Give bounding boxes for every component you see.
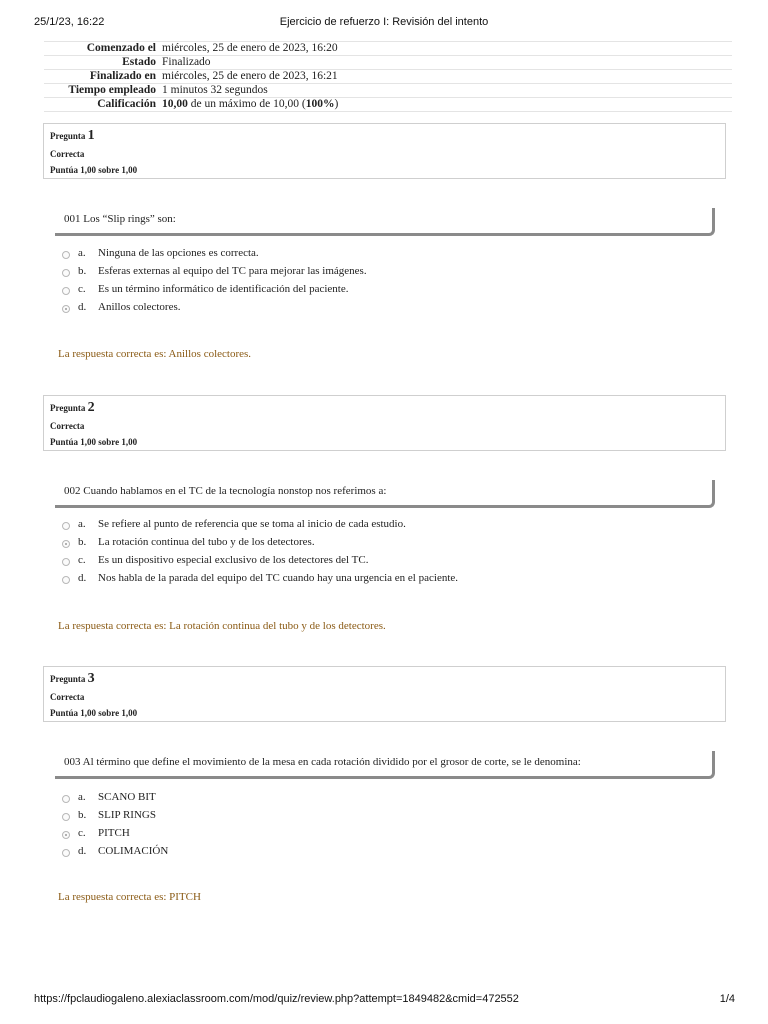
option-text: Es un dispositivo especial exclusivo de los detectores del TC. <box>98 554 369 566</box>
summary-value: miércoles, 25 de enero de 2023, 16:20 <box>162 42 338 54</box>
summary-row <box>44 56 732 70</box>
option-text: COLIMACIÓN <box>98 845 169 857</box>
question-text-box-1 <box>55 208 715 236</box>
radio-button[interactable] <box>62 795 70 803</box>
page-url: https://fpclaudiogaleno.alexiaclassroom.com/mod/quiz/review.php?attempt=1849482&cmid=472552 <box>34 993 519 1005</box>
summary-row <box>44 42 732 56</box>
summary-label: Tiempo empleado <box>68 84 156 96</box>
right-answer-feedback: La respuesta correcta es: La rotación continua del tubo y de los detectores. <box>58 620 386 632</box>
question-grade: Puntúa 1,00 sobre 1,00 <box>50 708 138 718</box>
question-number-value: 3 <box>87 671 95 686</box>
radio-button-selected[interactable] <box>62 305 70 313</box>
question-label: Pregunta <box>50 674 86 684</box>
radio-button[interactable] <box>62 269 70 277</box>
question-info-2 <box>43 395 726 451</box>
question-text-box-2 <box>55 480 715 508</box>
summary-row <box>44 98 732 112</box>
right-answer-feedback: La respuesta correcta es: PITCH <box>58 891 201 903</box>
grade-max: de un máximo de 10,00 ( <box>187 98 306 110</box>
radio-button[interactable] <box>62 522 70 530</box>
radio-button[interactable] <box>62 849 70 857</box>
radio-button-selected[interactable] <box>62 831 70 839</box>
question-grade: Puntúa 1,00 sobre 1,00 <box>50 437 138 447</box>
attempt-summary-table <box>44 41 732 112</box>
option-letter: c. <box>78 554 86 566</box>
option-letter: c. <box>78 283 86 295</box>
grade-score: 10,00 <box>162 98 188 110</box>
radio-button[interactable] <box>62 287 70 295</box>
option-text: Nos habla de la parada del equipo del TC cuando hay una urgencia en el paciente. <box>98 572 459 584</box>
option-text: Es un término informático de identificación del paciente. <box>98 283 349 295</box>
radio-button[interactable] <box>62 251 70 259</box>
question-info-1 <box>43 123 726 179</box>
option-text: Esferas externas al equipo del TC para mejorar las imágenes. <box>98 265 367 277</box>
grade-percent: 100% <box>305 98 335 110</box>
option-letter: a. <box>78 791 86 803</box>
print-header <box>0 13 768 33</box>
summary-row <box>44 70 732 84</box>
summary-value: Finalizado <box>162 56 211 68</box>
option-text: Ninguna de las opciones es correcta. <box>98 247 259 259</box>
question-text: 003 Al término que define el movimiento de la mesa en cada rotación dividido por el grosor de corte, se le denomina: <box>64 756 581 768</box>
summary-label: Calificación <box>97 98 156 110</box>
option-letter: b. <box>78 536 87 548</box>
question-text: 002 Cuando hablamos en el TC de la tecnología nonstop nos referimos a: <box>64 485 387 497</box>
question-number <box>50 128 95 144</box>
option-text: Se refiere al punto de referencia que se toma al inicio de cada estudio. <box>98 518 406 530</box>
question-grade: Puntúa 1,00 sobre 1,00 <box>50 165 138 175</box>
option-letter: d. <box>78 572 87 584</box>
question-number <box>50 671 95 687</box>
question-state: Correcta <box>50 692 85 702</box>
option-letter: b. <box>78 809 87 821</box>
print-datetime: 25/1/23, 16:22 <box>34 16 105 28</box>
option-letter: a. <box>78 518 86 530</box>
print-footer <box>0 992 768 1008</box>
radio-button[interactable] <box>62 558 70 566</box>
question-number-value: 2 <box>87 400 95 415</box>
summary-value: miércoles, 25 de enero de 2023, 16:21 <box>162 70 338 82</box>
radio-button[interactable] <box>62 576 70 584</box>
summary-value: 1 minutos 32 segundos <box>162 84 268 96</box>
option-letter: d. <box>78 845 87 857</box>
radio-button-selected[interactable] <box>62 540 70 548</box>
question-info-3 <box>43 666 726 722</box>
grade-value <box>162 98 732 112</box>
option-text: SLIP RINGS <box>98 809 156 821</box>
grade-close: ) <box>334 98 339 110</box>
summary-label: Comenzado el <box>86 42 156 54</box>
right-answer-feedback: La respuesta correcta es: Anillos colectores. <box>58 348 252 360</box>
question-text-box-3 <box>55 751 715 779</box>
option-text: SCANO BIT <box>98 791 156 803</box>
option-letter: c. <box>78 827 86 839</box>
question-state: Correcta <box>50 149 85 159</box>
question-label: Pregunta <box>50 131 86 141</box>
option-text: PITCH <box>98 827 130 839</box>
question-number-value: 1 <box>87 128 95 143</box>
summary-label: Finalizado en <box>89 70 156 82</box>
question-state: Correcta <box>50 421 85 431</box>
page-number: 1/4 <box>719 993 735 1005</box>
summary-row <box>44 84 732 98</box>
question-text: 001 Los “Slip rings” son: <box>64 213 176 225</box>
question-label: Pregunta <box>50 403 86 413</box>
summary-label: Estado <box>122 56 156 68</box>
option-text: La rotación continua del tubo y de los detectores. <box>98 536 315 548</box>
question-number <box>50 400 95 416</box>
option-letter: a. <box>78 247 86 259</box>
option-letter: d. <box>78 301 87 313</box>
option-letter: b. <box>78 265 87 277</box>
page-title: Ejercicio de refuerzo I: Revisión del intento <box>279 16 489 28</box>
radio-button[interactable] <box>62 813 70 821</box>
option-text: Anillos colectores. <box>98 301 181 313</box>
